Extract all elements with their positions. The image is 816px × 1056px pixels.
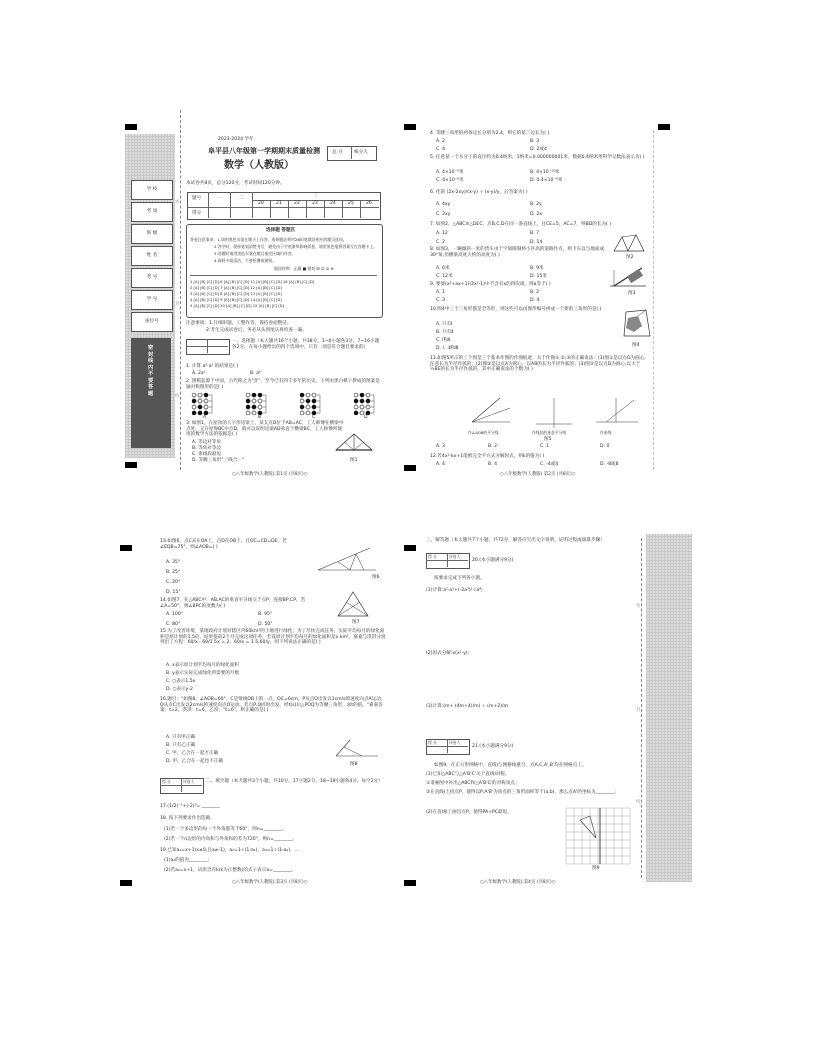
figure-3-label: 图3 [628,291,636,296]
question-19-2: (2)若a₂=x+1，试用含有k(k为正整数)的式子表示a=________。 [164,868,296,873]
q10-option-a[interactable]: A. 只有Ⅰ [436,322,453,327]
fig5-caption: 作∠AOB的平分线 [468,430,499,435]
sidebar-field-name[interactable]: 姓 名 [131,246,173,266]
notice-line: 4.保持卡面清洁，不要折叠或损毁。 [214,258,277,263]
q10-option-d[interactable]: D. Ⅰ、Ⅱ和Ⅲ [436,346,459,351]
seal-char: 密 [175,200,180,205]
q11-option-c[interactable]: C. 1 [540,444,550,449]
q21-part-3: ②在直线l上找点P，使得以P,A'B'为顶点的三角形面积等于(a,b)，那么点A'的坐标为________； [426,790,619,795]
notice-line: 答卷注意事项：1.请用黑色水笔在题卡上作答，选择题必须用2B铅笔填涂相应的题目选项。 [190,237,347,242]
q2-option-b[interactable]: B [258,415,262,420]
q5-option-a[interactable]: A. 4×10⁻⁹米 [436,170,464,175]
registration-mark [404,465,416,471]
white-stone [366,393,370,397]
exam-subject: 数学（人教版） [224,160,294,171]
attention-line: 2.考生完成试卷后，务必从头到尾认真检查一遍。 [206,328,307,333]
white-stone [192,393,196,397]
q20-part-2: (2)因式分解:x(x²-y); [426,651,470,656]
registration-mark [404,880,416,886]
page-2-footer: ○八年级数学(人教版) 第2页 (共8页)○ [500,472,576,477]
answer-row[interactable]: 4 [A] [B] [C] [D] 9 [A] [B] [C] [D] 14 [A] [B] [C] [D] [190,298,282,302]
registration-mark [125,462,137,468]
q7-option-b[interactable]: B. 7 [530,231,539,236]
black-stone [360,393,364,397]
q20-part-3: (3)计算:(m+ (4m+4)/m) ÷ (m+2)/m [426,704,509,709]
q13-option-c[interactable]: C. 20° [166,580,181,585]
q10-option-c[interactable]: C. Ⅰ和Ⅱ [436,338,451,343]
section2-head: 二、填空题（本大题共3个小题，共10分。17小题2分，18~19小题各4分，每空2分） [206,779,383,784]
registration-mark [404,124,416,130]
figure-1-label: 图1 [350,458,358,463]
white-stone [300,411,304,415]
q5-option-d[interactable]: D. 0.4×10⁻⁹米 [530,178,563,183]
sidebar-field-school[interactable]: 学 校 [131,180,173,200]
q21-part-2: ①请画图中补出△ABC和△A'B'C'的对称顶点； [426,781,520,786]
question-19-1: (1)a₂的值为________； [164,858,212,863]
answer-row[interactable]: 3 [A] [B] [C] [D] 8 [A] [B] [C] [D] 13 [A] [B] [C] [D] [190,292,282,296]
q20-head: 20.(本小题满分9分) [472,558,514,563]
white-stone [300,399,304,403]
q5-option-c[interactable]: C. 4×10⁻⁸米 [436,178,464,183]
q16-option-d[interactable]: D. 甲、乙合在一起也不正确 [166,759,223,764]
black-stone [246,405,250,409]
white-stone [246,411,250,415]
registration-mark [658,124,670,130]
question-1: 1. 计算 a²·a³ 的结果是( ) [186,364,239,369]
q2-option-a[interactable]: A [203,415,207,420]
q15-option-b[interactable]: B. y表示实际完成绿化所需要的月数 [166,671,240,676]
black-stone [198,405,202,409]
seal-char: 密 [636,604,641,609]
answer-card-title: 选择题 答题区 [266,228,296,233]
question-17: 17.(1/2)⁻¹+(-2)⁰= ________ [160,804,221,809]
score-table-header: 题号 [192,196,202,201]
score-table-sub: 22 [294,201,300,206]
score-box-label: 评卷人 [449,554,461,559]
black-stone [252,405,256,409]
question-6: 6. 化简 (2x-2xy)/(x-y) ÷ (x-y)/y，后答案为( ) [430,190,528,195]
score-box-label: 得 分 [162,779,171,784]
question-12: 12.若4x²-kx+1能被完全平方式分解因式，则k的值为( ) [430,454,545,459]
figure-7-triangle [336,590,370,618]
q11-option-d[interactable]: D. 0 [600,444,610,449]
figure-5-label: 图5 [544,437,552,442]
attention-line: 注意事项：1.仔细审题，工整作答，保持卷面整洁。 [186,321,292,326]
seal-char: 封 [175,302,180,307]
white-stone [354,405,358,409]
white-stone [204,399,208,403]
q13-option-a[interactable]: A. 35° [166,560,181,565]
q14-option-a[interactable]: A. 100° [166,612,184,617]
white-stone [312,393,316,397]
figure-9-grid [566,808,630,864]
q16-option-b[interactable]: B. 只有乙正确 [166,743,196,748]
figure-9-label: 图9 [592,866,600,871]
q3-option-b[interactable]: B. 等角对等边 [192,446,222,451]
white-stone [354,393,358,397]
q21-part-1: (1)已知△ABC与△A'B'C'关于直线l对称。 [426,772,510,777]
score-table-sub: 23 [312,201,318,206]
fig5-caption: 作垂线 [600,430,612,435]
q8-option-d[interactable]: D. 15米 [530,274,547,279]
figure-2-triangles [612,233,646,253]
exam-title: 阜平县八年级第一学期期末质量检测 [208,147,320,155]
score-table-sub: 20 [258,201,264,206]
q8-option-c[interactable]: C. 12米 [436,274,453,279]
q4-option-c[interactable]: C. 4 [436,147,446,152]
q9-option-b[interactable]: B. 2 [530,290,539,295]
black-stone [312,399,316,403]
q13-option-d[interactable]: D. 15° [166,590,181,595]
checker-label: 核分人 [354,150,368,155]
black-stone [300,405,304,409]
white-stone [366,405,370,409]
q15-option-c[interactable]: C. ○表示1.5x [166,679,196,684]
answer-row[interactable]: 5 [A] [B] [C] [D] 10 [A] [B] [C] [D] 15 [A] [B] [C] [D] [190,304,285,308]
question-18: 18. 按下列要求作出选做。 [160,816,215,821]
white-stone [198,393,202,397]
seal-line-left [180,110,181,470]
figure-7-label: 图7 [352,620,360,625]
exam-info: 本试卷共8页，总分120分，考试时间120分钟。 [186,181,285,186]
go-boards-group [192,393,374,415]
question-13: 13.如图6，点C,E在OA上，点D在OB上，且OC=CD=DE，若∠EDB=75°，则∠AOB=( ) [160,539,287,550]
notice-line: 3.答题时请用黑色水笔在题目指定区域内作答。 [214,251,296,256]
right-binding-strip [646,534,692,882]
q21-part-4: (2)在直线l上画出点P，使得PA+PC最短。 [426,810,512,815]
score-table-header: 二 [239,196,244,201]
sidebar-dark-text: 密封线内不要答题 [148,345,154,397]
score-table-sub: 26 [366,201,372,206]
q21-intro: 如图9，在正方形网格中，直线l与网格线重合，点A,C,A',B'均在网格点上。 [434,763,587,768]
q2-option-d[interactable]: D [364,415,368,420]
score-box-label: 评卷人 [183,779,195,784]
q6-option-a[interactable]: A. 4xy [436,202,451,207]
white-stone [258,399,262,403]
black-stone [246,399,250,403]
sidebar-field-student-no[interactable]: 学 号 [131,290,173,310]
q8-option-a[interactable]: A. 6米 [436,266,450,271]
white-stone [306,405,310,409]
black-stone [300,393,304,397]
answer-row[interactable]: 2 [A] [B] [C] [D] 7 [A] [B] [C] [D] 12 [A] [B] [C] [D] [190,286,282,290]
q15-option-a[interactable]: A. x表示原计划平均每月的绿化面积 [166,663,240,668]
question-15: 15.为了改善环境，某地政府计划对辖区内60km²的土地进行绿化，为了尽快完成任务，实际平均每月的绿化面积是原计划的1.5倍，结果提前2个月完成这项任务，若设原计划平均每月的绿化面积是x km²，嘉嘉与淇淇分别列出了方程：60/x - 60/1.5x = 2；60/x = 1.5·60/y，则下列说法正确的是( ) [160,629,386,646]
q2-option-c[interactable]: C [312,415,316,420]
q14-option-b[interactable]: B. 95° [258,612,273,617]
q4-option-a[interactable]: A. 2 [436,139,445,144]
q4-option-d[interactable]: D. 2或4 [530,147,547,152]
black-stone [354,411,358,415]
white-stone [198,399,202,403]
section3-head: 三、解答题（本大题共7个小题，共72分，解答应写出文字说明、证明过程或演算步骤） [426,538,605,543]
score-box-label: 得 分 [428,554,437,559]
black-stone [312,405,316,409]
q7-option-a[interactable]: A. 12 [436,231,448,236]
q1-option-a[interactable]: A. 2a⁵ [192,371,206,376]
score-table-sub: 25 [348,201,354,206]
figure-8-angle [334,738,380,760]
score-box-label: 得 分 [428,740,437,745]
black-stone [252,393,256,397]
q3-option-a[interactable]: A. 等边对等角 [192,440,221,445]
white-stone [252,411,256,415]
white-stone [246,393,250,397]
black-stone [192,399,196,403]
question-2: 2. 围棋起源于中国，古代称之为"弈"，至今已有四千多年的历史。下列由黑白棋子摆成的图案是轴对称图形的是( ) [186,379,380,390]
q7-option-c[interactable]: C. 2 [436,240,446,245]
q6-option-d[interactable]: D. 2x [530,212,543,217]
roof-truss-figure [334,430,374,456]
score-table-header: 三 [313,193,318,198]
q20-part-1: (1)计算:a²·a³+(-2a³)²÷a⁴; [426,588,483,593]
sidebar-field-room[interactable]: 考 场 [131,202,173,222]
q4-option-b[interactable]: B. 3 [530,139,539,144]
figure-2-label: 图2 [626,255,634,260]
q13-option-b[interactable]: B. 25° [166,570,181,575]
figure-4-broken-glass [620,306,654,340]
grid-lines [566,808,630,864]
q11-option-b[interactable]: B. 2 [488,444,497,449]
sidebar-field-exam-no[interactable]: 考 号 [131,268,173,288]
figure-6-label: 图6 [372,575,380,580]
sidebar-field-class[interactable]: 班 级 [131,224,173,244]
white-stone [252,399,256,403]
question-10: 10.图4中三个三角形都是全等形，则这些可以由图形编号拼成一个新的三角形的是( ) [430,307,602,312]
figure-3-truck [608,260,648,290]
black-stone [192,411,196,415]
q1-option-b[interactable]: B. a⁶ [250,371,261,376]
figure-4-label: 图4 [632,343,640,348]
q3-option-c[interactable]: C. 垂线段最短 [192,452,222,457]
q5-option-b[interactable]: B. 4×10⁻¹⁰米 [530,170,560,175]
q6-option-b[interactable]: B. 2y [530,202,542,207]
black-stone [198,411,202,415]
q20-intro: 按要求完成下列各小题。 [434,576,485,581]
registration-mark [120,880,132,886]
q8-option-b[interactable]: B. 9米 [530,266,544,271]
section1-head: 一、选择题（本大题共16个小题，共38分。1~6小题各3分，7~16小题各2分。在每小题给出的四个选项中，只有一项是符合题目要求的） [232,339,380,350]
q12-option-b[interactable]: B. 4 [488,462,497,467]
score-box-label: 评卷人 [449,740,461,745]
score-table-sub: 21 [276,201,282,206]
white-stone [306,411,310,415]
q9-option-c[interactable]: C. 3 [436,298,446,303]
q12-option-d[interactable]: D. -8或8 [600,462,619,467]
q10-option-b[interactable]: B. 只有Ⅱ [436,330,454,335]
page-1-footer: ○八年级数学(人教版) 第1页 (共8页)○ [232,472,308,477]
seal-char: 线 [636,800,641,805]
figure-5-constructions [466,394,646,430]
white-stone [192,405,196,409]
answer-row[interactable]: 1 [A] [B] [C] [D] 6 [A] [B] [C] [D] 11 [A] [B] [C] [D] 16 [A] [B] [C] [D] [190,280,315,284]
q7-option-d[interactable]: D. 14 [530,240,543,245]
black-stone [366,399,370,403]
q12-option-a[interactable]: A. 4 [436,462,445,467]
q16-option-a[interactable]: A. 只有甲正确 [166,735,195,740]
q3-option-d[interactable]: D. 等腰三角形"三线合一" [192,458,245,463]
seal-line-top-right [653,130,654,470]
q12-option-c[interactable]: C. -4或4 [540,462,559,467]
question-18-2: (2)若一个n边形的内角和与外角和的差为720°，则n=________。 [164,837,297,842]
question-14: 14.如图7，在△ABC中，AB,AC的垂直平分线交于点P，连接BP,CP，若∠A=50°，则∠BPC的度数为( ) [160,598,306,609]
fig5-caption: 作线段的垂直平分线 [532,430,567,435]
notice-line: 2.答字时，要按笔划清楚书写，避免由于字迹潦草影响阅卷，请用黑色笔将答案写在答题卡上。 [214,244,378,249]
q15-option-d[interactable]: D. ○表示y-2 [166,687,193,692]
registration-mark [404,545,416,551]
seal-char: 线 [175,394,180,399]
score-table-sub: 24 [330,201,336,206]
question-16: 16.题目："如图8，∠AOB=60°，C是射线OB上的一点，OC=6cm，P从点O出发以1cm/s的速度向点A运动，Q从点C出发以2cm/s的速度向点O运动，若点P,Q同时出发，经t(s)后△POQ为等腰三角形，求t的值。"嘉嘉答案：t=2，淇淇：t=6，乙说："t=6"，则正确的是( ) [160,697,386,714]
question-11: 11.如图5所示的三个图是三个基本作图的作图痕迹，关于作图①,②,③的正确说法：(1)图①是以点O为圆心,任意长为半径作弧的；(2)图②是以点A为圆心，以AB的长为半径作弧的；(3)图③是以点D为圆心,以大于½BE的长为半径作弧的，其中正确说法的个数为( ) [430,356,646,373]
figure-8-label: 图8 [350,762,358,767]
registration-mark [125,124,137,130]
question-18-1: (1)若一个多边形的每一个外角都等于60°，则n=________。 [164,827,287,832]
black-stone [306,399,310,403]
page-4-footer: ○八年级数学(人教版) 第4页 (共8页)○ [480,880,556,885]
black-stone [360,399,364,403]
q21-head: 21.(本小题满分9分) [472,744,514,749]
q14-option-d[interactable]: D. 50° [258,622,273,627]
black-stone [204,393,208,397]
section1-score-box [186,339,230,355]
q9-option-d[interactable]: D. 4 [530,298,540,303]
q6-option-c[interactable]: C. 2xy [436,212,451,217]
white-stone [306,393,310,397]
black-stone [354,399,358,403]
seal-line-right [641,538,642,878]
q11-option-a[interactable]: A. 3 [436,444,445,449]
question-19: 19.已知a₁=x+1(x≠0,且x≠-1)，a₂=1÷(1-a₁)，a₃=1÷(1-a₂)，… [160,848,300,853]
go-board-figures [186,392,380,416]
white-stone [258,405,262,409]
q16-option-c[interactable]: C. 甲、乙合在一起才正确 [166,751,219,756]
figure-6-angle [316,546,378,574]
seal-char: 封 [636,708,641,713]
question-4: 4. 等腰三角形的两条边长分别为2,4，则它的第三边长为( ) [430,131,550,136]
sidebar-field-seat[interactable]: 座位号 [131,312,173,332]
q9-option-a[interactable]: A. 1 [436,290,445,295]
question-9: 9. 要使(x²+ax+1)(2x²-1)中不含有x的四次项，则a等于( ) [430,282,551,287]
white-stone [204,405,208,409]
q14-option-c[interactable]: C. 80° [166,622,181,627]
total-score-label: 总 分 [332,150,343,155]
score-table-header: 一 [217,196,222,201]
question-3: 3. 如图1，在屋顶的人字形房梁上，某支点D位于AB=AC，工人师傅在横梁中点处，又在屋脊BC中点D，就可以说明房梁AD垂直于横梁BC，工人师傅所使用的数学方法的依据是( ) [186,421,344,438]
page-3-footer: ○八年级数学(人教版) 第3页 (共8页)○ [232,880,308,885]
question-5: 5. 任意某一个水分子的直径约为0.4纳米，1纳米=0.000000001米，数据0.4纳米用科学记数法表示为( ) [430,155,645,160]
question-8: 8. 如图3，一辆倾斜一米的货车由于空间限制将小区高的道路作点，则卡车以与地面成30°角,但横梁高度大约的高度为( ) [430,247,605,258]
school-year: 2023-2024 学年 [218,137,254,142]
score-table-row-label: 得分 [192,211,202,216]
registration-mark [120,545,132,551]
question-7: 7. 如图2，△ABC≌△DEC，点B,C,D在同一条直线上，且CE=5，AC=7，则BD的长为( ) [430,222,612,227]
white-stone [360,405,364,409]
black-stone [258,393,262,397]
fill-sample: 填涂样例：正确 ■ 错误 ☒ ☑ ⊘ ⊖ [274,266,334,271]
